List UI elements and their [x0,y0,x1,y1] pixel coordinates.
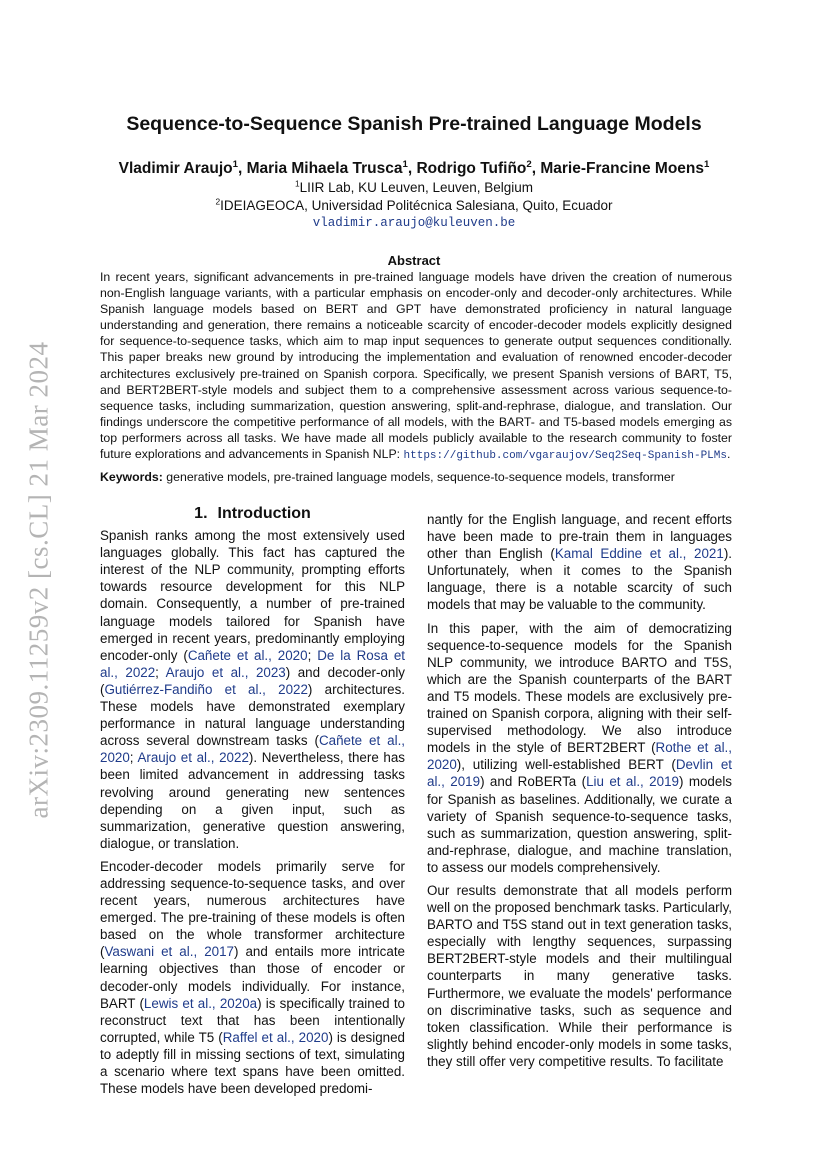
author-mark: 1 [704,158,710,170]
paragraph-text: ). Unfortunately, when it comes to the Spanish language, there is a notable scarcity of such models that may be valuable to the community. [427,546,732,613]
paragraph-text: ; [307,647,318,663]
citation-link[interactable]: Liu et al., 2019 [586,774,679,790]
section-number: 1. [194,505,208,522]
affiliation [0,198,828,213]
section-title: Introduction [217,505,311,522]
paragraph-text: ) and RoBERTa ( [480,774,587,790]
paragraph-text: ; [155,664,166,680]
citation-link[interactable]: Araujo et al., 2022 [137,750,249,766]
paragraph-text: In this paper, with the aim of democratizing sequence-to-sequence models for the Spanish NLP community, we introduce BARTO and T5S, which are the Spanish counterparts of the BART and T5 models. These models are exclusively pre-trained on Spanish corpora, aligning with their self-supervised methodology. We also introduce models in the style of BERT2BERT ( [427,620,732,756]
paragraph-text: ) is specifically trained to reconstruct text that has been intentionally corrupted, while T5 ( [100,995,405,1045]
citation-link[interactable]: Gutiérrez-Fandiño et al., 2022 [104,681,308,697]
keywords [100,470,732,484]
author-mark: 1 [232,158,238,170]
paragraph-text: ) models for Spanish as baselines. Additionally, we curate a variety of Spanish sequence-to-sequence tasks, such as summarization, question answering, split-and-rephrase, dialogue, and machine translation, to assess our models comprehensively. [427,774,732,875]
paragraph [427,511,732,614]
keywords-text: generative models, pre-trained language models, sequence-to-sequence models, transformer [166,470,675,484]
paragraph-text: ). Nevertheless, there has been limited advancement in addressing tasks revolving around generating new sentences depending on a given input, such as summarization, generative question answering, dialogue, or translation. [100,750,405,851]
paragraph [100,527,405,852]
author-email[interactable]: vladimir.araujo@kuleuven.be [312,216,516,230]
author-name: Vladimir Araujo [118,160,233,177]
author-mark: 1 [402,158,408,170]
paragraph-text: nantly for the English language, and recent efforts have been made to pre-train them in languages other than English ( [427,512,732,562]
citation-link[interactable]: Kamal Eddine et al., 2021 [554,546,724,562]
citation-link[interactable]: Cañete et al., 2020 [100,733,406,766]
author-name: Rodrigo Tufiño [416,160,527,177]
author-list: Vladimir Araujo$^1$, Maria Mihaela Trusca$^1$, Rodrigo Tufiño$^2$, Marie-Francine Moens$^1$ [118,158,710,177]
citation-link[interactable]: Araujo et al., 2023 [165,664,286,680]
author-mark: 2 [526,158,532,170]
paragraph [100,858,405,1097]
paragraph [427,620,732,876]
affiliation [0,180,828,195]
citation-link[interactable]: Cañete et al., 2020 [187,647,308,663]
arxiv-side-stamp [22,330,56,830]
abstract-body [100,269,732,464]
left-column [100,505,405,1097]
paragraph-text: Spanish ranks among the most extensively used languages globally. This fact has captured the interest of the NLP community, prompting efforts towards resource development for this NLP domain. Consequently, a number of pre-trained language models tailored for Spanish have emerged in recent years, predominantly employing encoder-only ( [100,528,405,663]
section-heading [100,505,405,522]
paragraph [427,882,732,1070]
paragraph-text: ) architectures. These models have demonstrated exemplary performance in natural language understanding across several downstream tasks ( [100,681,405,749]
citation-link[interactable]: Vaswani et al., 2017 [104,944,234,960]
citation-link[interactable]: Devlin et al., 2019 [427,757,732,790]
citation-link[interactable]: Rothe et al., 2020 [427,740,732,773]
affiliation-text: LIIR Lab, KU Leuven, Leuven, Belgium [299,180,534,195]
paragraph-text: ), utilizing well-established BERT ( [456,757,676,773]
citation-link[interactable]: Raffel et al., 2020 [222,1029,329,1045]
abstract-text: In recent years, significant advancements in pre-trained language models have driven the creation of numerous non-English language variants, with a particular emphasis on encoder-only and decoder-only architectures. While Spanish language models based on BERT and GPT have demonstrated proficiency in natural language understanding and generation, there remains a noticeable scarcity of encoder-decoder models explicitly designed for sequence-to-sequence tasks, which aim to map input sequences to generate output sequences conditionally. This paper breaks new ground by introducing the implementation and evaluation of renowned encoder-decoder architectures exclusively pre-trained on Spanish corpora. Specifically, we present Spanish versions of BART, T5, and BERT2BERT-style models and subject them to a comprehensive assessment across various sequence-to-sequence tasks, including summarization, question answering, split-and-rephrase, dialogue, and translation. Our findings underscore the competitive performance of all models, with the BART- and T5-based models emerging as top performers across all tasks. We have made all models publicly available to the research community to foster future explorations and advancements in Spanish NLP: [100,270,732,462]
paragraph-text: ; [129,750,138,766]
citation-link[interactable]: De la Rosa et al., 2022 [100,647,405,680]
author-name: Maria Mihaela Trusca [246,160,403,177]
paragraph-text: ) and decoder-only ( [100,664,405,697]
paragraph-text: ) and entails more intricate learning objectives than those of encoder or decoder-only models individually. For instance, BART ( [100,944,405,1011]
author-name: Marie-Francine Moens [540,160,705,177]
paragraph-text: ) is designed to adeptly fill in missing sections of text, simulating a scenario where text spans have been omitted. These models have been developed predomi- [100,1029,405,1097]
paper-title: Sequence-to-Sequence Spanish Pre-trained Language Models [126,113,702,135]
citation-link[interactable]: Lewis et al., 2020a [143,995,258,1011]
affiliation-mark: 2 [215,196,221,207]
abstract-end: . [726,447,731,462]
right-column [427,511,732,1070]
paragraph-text: Our results demonstrate that all models perform well on the proposed benchmark tasks. Particularly, BARTO and T5S stand out in text generation tasks, especially with lengthy sequences, surpassing BERT2BERT-style models and their multilingual counterparts in many generative tasks. Furthermore, we evaluate the models' performance on discriminative tasks, such as sequence and token classification. While their performance is slightly behind encoder-only models in some tasks, they still offer very competitive results. To facilitate [427,882,732,1069]
affiliation-mark: 1 [294,178,300,189]
abstract-heading: Abstract [387,253,441,268]
paragraph-text: Encoder-decoder models primarily serve for addressing sequence-to-sequence tasks, and over recent years, numerous architectures have emerged. The pre-training of these models is often based on the whole transformer architecture ( [100,858,405,960]
keywords-label: Keywords: [100,470,163,484]
arxiv-stamp-text: arXiv:2309.11259v2 [cs.CL] 21 Mar 2024 [23,341,54,819]
affiliation-text: IDEIAGEOCA, Universidad Politécnica Salesiana, Quito, Ecuador [220,198,613,213]
repo-link[interactable]: https://github.com/vgaraujov/Seq2Seq-Spanish-PLMs [403,450,727,463]
